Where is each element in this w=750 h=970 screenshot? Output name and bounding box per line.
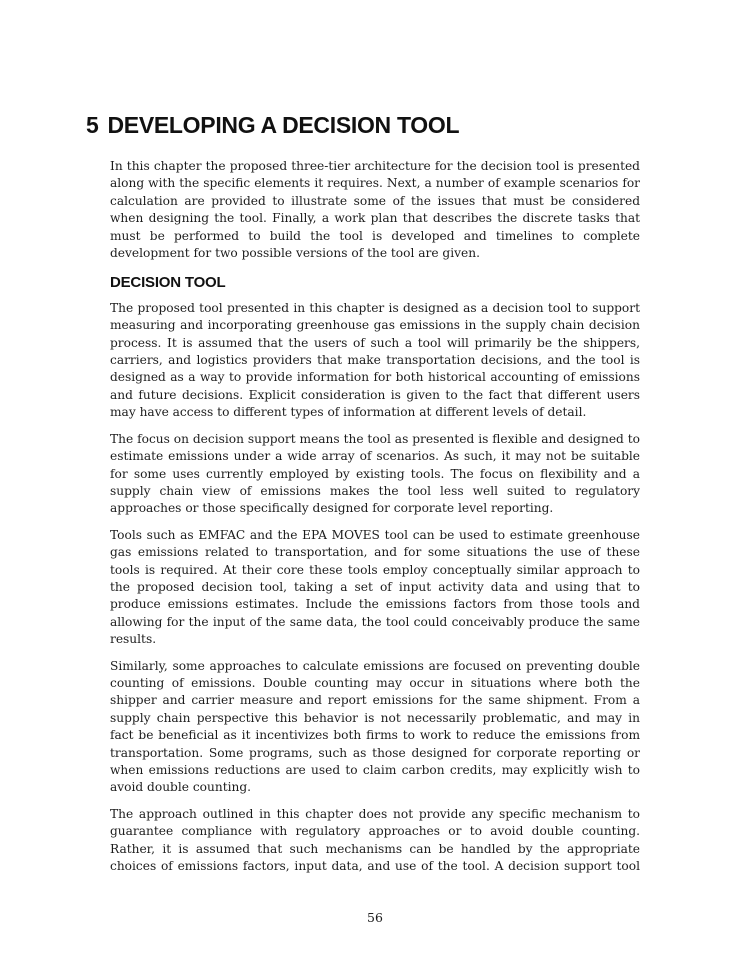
section-heading: DECISION TOOL <box>110 274 226 292</box>
chapter-title <box>86 112 459 139</box>
intro-paragraph: In this chapter the proposed three-tier architecture for the decision tool is presented along with the specific elements it requires. Next, a number of example scenarios for calculation are provided to illustrate some of the issues that must be considered when designing the tool. Finally, a work plan that describes the discrete tasks that must be performed to build the tool is developed and timelines to complete development for two possible versions of the tool are given. <box>110 159 640 261</box>
body-paragraph: The proposed tool presented in this chapter is designed as a decision tool to support measuring and incorporating greenhouse gas emissions in the supply chain decision process. It is assumed that the users of such a tool will primarily be the shippers, carriers, and logistics providers that make transportation decisions, and the tool is designed as a way to provide information for both historical accounting of emissions and future decisions. Explicit consideration is given to the fact that different users may have access to different types of information at different levels of detail. <box>110 300 640 420</box>
page-number: 56 <box>367 910 383 925</box>
body-paragraph: The approach outlined in this chapter does not provide any specific mechanism to guarantee compliance with regulatory approaches or to avoid double counting. Rather, it is assumed that such mechanisms can be handled by the appropriate choices of emissions factors, input data, and use of the tool. A decision support tool <box>110 806 640 874</box>
body-paragraph: The focus on decision support means the tool as presented is flexible and designed to estimate emissions under a wide array of scenarios. As such, it may not be suitable for some uses currently employed by existing tools. The focus on flexibility and a supply chain view of emissions makes the tool less well suited to regulatory approaches or those specifically designed for corporate level reporting. <box>110 431 640 516</box>
body-paragraph: Tools such as EMFAC and the EPA MOVES tool can be used to estimate greenhouse gas emissions related to transportation, and for some situations the use of these tools is required. At their core these tools employ conceptually similar approach to the proposed decision tool, taking a set of input activity data and using that to produce emissions estimates. Include the emissions factors from those tools and allowing for the input of the same data, the tool could conceivably produce the same results. <box>110 527 640 647</box>
body-paragraph: Similarly, some approaches to calculate emissions are focused on preventing double counting of emissions. Double counting may occur in situations where both the shipper and carrier measure and report emissions for the same shipment. From a supply chain perspective this behavior is not necessarily problematic, and may in fact be beneficial as it incentivizes both firms to work to reduce the emissions from transportation. Some programs, such as those designed for corporate reporting or when emissions reductions are used to claim carbon credits, may explicitly wish to avoid double counting. <box>110 658 640 795</box>
chapter-title-text: DEVELOPING A DECISION TOOL <box>107 112 460 138</box>
body-content <box>110 158 640 884</box>
chapter-number: 5 <box>86 112 99 138</box>
